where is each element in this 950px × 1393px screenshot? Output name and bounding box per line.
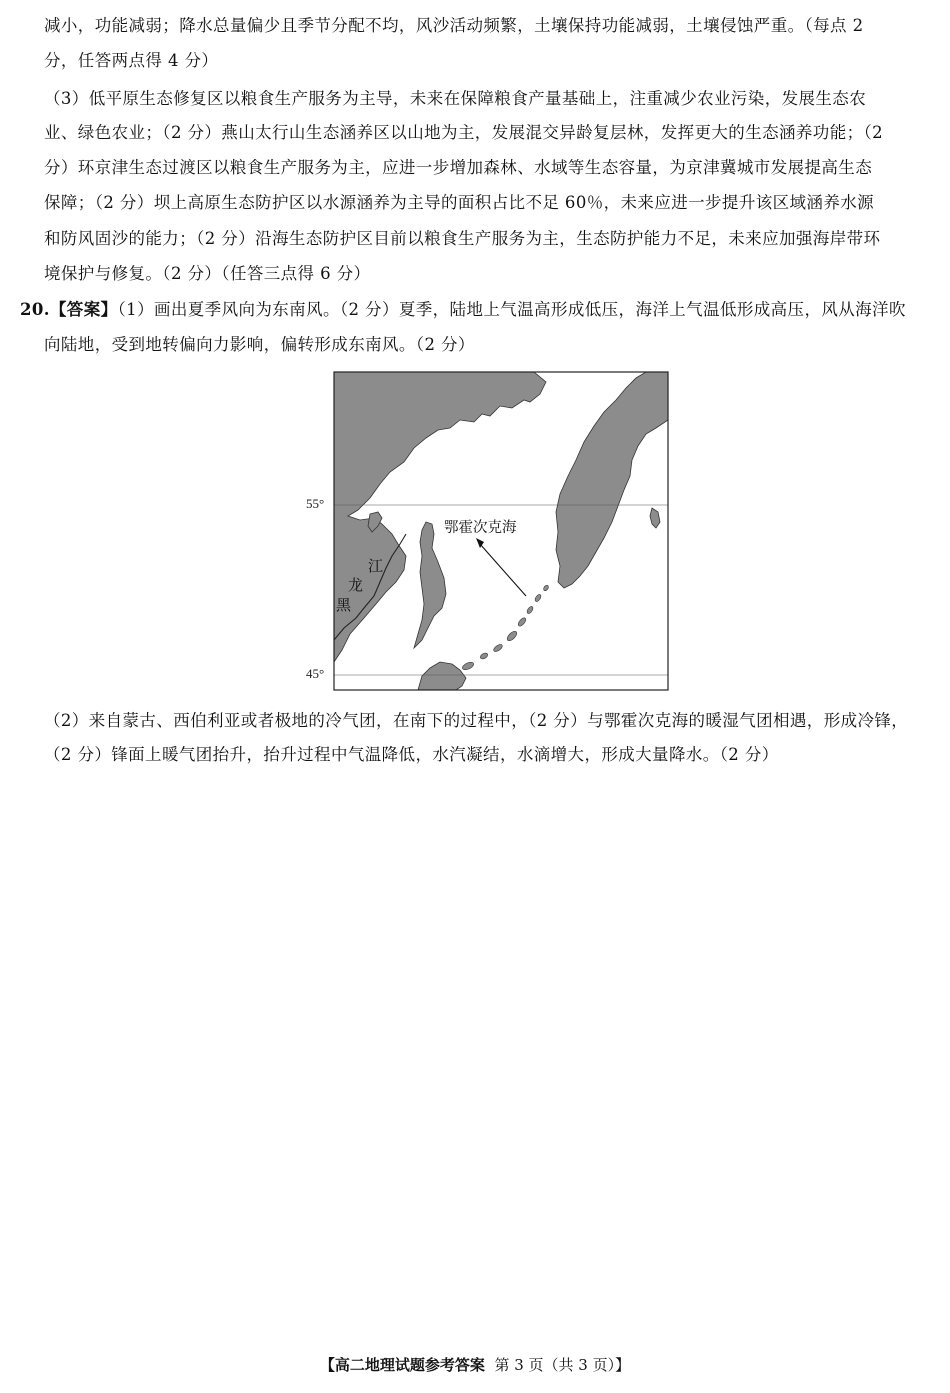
river-label-char-3: 黑 [336,598,352,614]
q20-line-4: （2 分）锋面上暖气团抬升，抬升过程中气温降低，水汽凝结，水滴增大，形成大量降水。（2 分） [44,745,779,764]
q19-line-1: 减小，功能减弱；降水总量偏少且季节分配不均，风沙活动频繁，土壤保持功能减弱，土壤侵蚀严重。（每点 2 [44,16,864,35]
q19-line-2: 分，任答两点得 4 分） [44,51,219,70]
q19-line-5: 分）环京津生态过渡区以粮食生产服务为主，应进一步增加森林、水域等生态容量，为京津冀城市发展提高生态 [44,158,873,177]
q19-line-7: 和防风固沙的能力；（2 分）沿海生态防护区目前以粮食生产服务为主，生态防护能力不足，未来应加强海岸带环 [44,229,881,248]
river-label-char-1: 江 [368,559,384,575]
okhotsk-sea-map [296,364,676,696]
question-number: 20. [20,300,50,319]
q19-line-3: （3）低平原生态修复区以粮食生产服务为主导，未来在保障粮食产量基础上，注重减少农业污染，发展生态农 [44,89,867,108]
q20-line-3: （2）来自蒙古、西伯利亚或者极地的冷气团，在南下的过程中，（2 分）与鄂霍次克海的暖湿气团相遇，形成冷锋， [44,711,909,730]
latitude-label-55: 55° [306,496,325,511]
page-footer [0,1355,950,1375]
q20-line-1 [20,299,906,321]
q20-line-1-text: （1）画出夏季风向为东南风。（2 分）夏季，陆地上气温高形成低压，海洋上气温低形成高压，风从海洋吹 [117,300,906,319]
river-label-char-2: 龙 [348,578,364,594]
footer-title: 【高二地理试题参考答案 [319,1356,485,1374]
sea-label: 鄂霍次克海 [444,520,517,536]
latitude-label-45: 45° [306,666,325,681]
q19-line-4: 业、绿色农业；（2 分）燕山太行山生态涵养区以山地为主，发展混交异龄复层林，发挥更大的生态涵养功能；（2 [44,123,884,142]
footer-page-number: 第 3 页（共 3 页）】 [494,1356,631,1374]
q20-line-2: 向陆地，受到地转偏向力影响，偏转形成东南风。（2 分） [44,335,475,354]
q19-line-6: 保障；（2 分）坝上高原生态防护区以水源涵养为主导的面积占比不足 60％，未来应进一步提升该区域涵养水源 [44,193,875,212]
q19-line-8: 境保护与修复。（2 分）（任答三点得 6 分） [44,264,371,283]
answer-tag: 【答案】 [49,300,118,319]
